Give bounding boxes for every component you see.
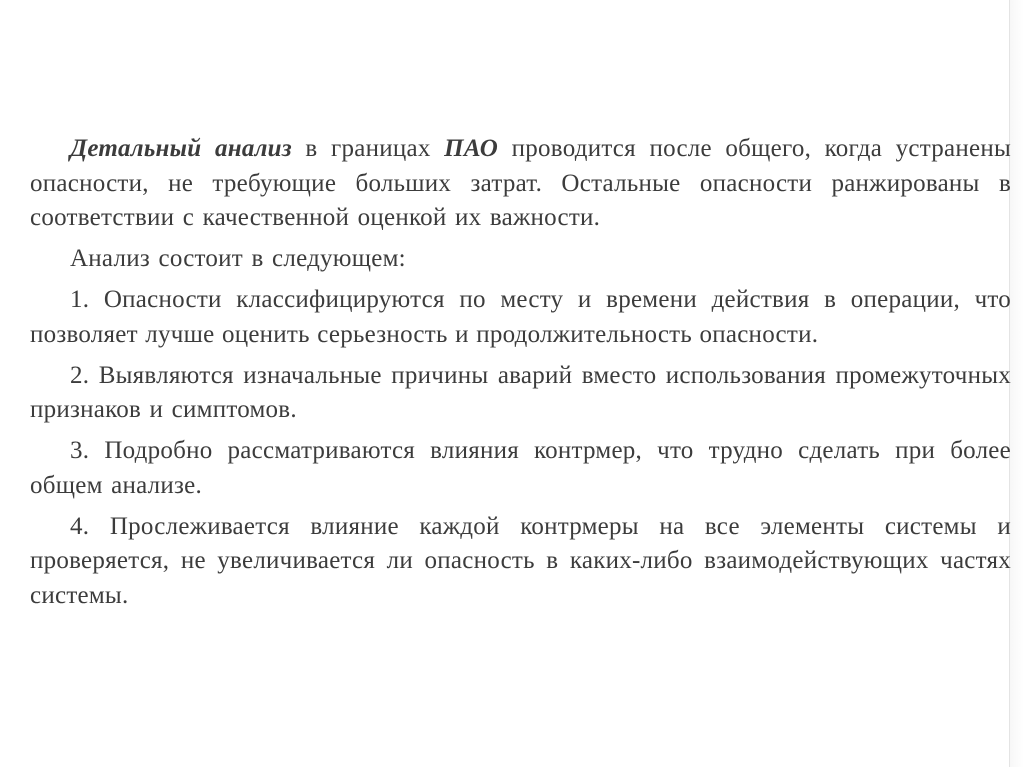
- list-item-2: 2. Выявляются изначальные причины аварий вместо использования промежуточных признаков и симптомов.: [30, 361, 1011, 423]
- document-text: [30, 132, 1011, 620]
- list-item-4: 4. Прослеживается влияние каждой контрмеры на все элементы системы и проверяется, не увеличивается ли опасность в каких-либо взаимодействующих частях системы.: [30, 512, 1011, 609]
- term-pao: ПАО: [444, 135, 499, 162]
- intro-text-2: проводится после общего, когда устранены опасности, не требующие больших затрат. Остальные опасности ранжированы в соответствии с качественной оценкой их важности.: [30, 135, 1011, 231]
- list-item-1: 1. Опасности классифицируются по месту и времени действия в операции, что позволяет лучше оценить серьезность и продолжительность опасности.: [30, 286, 1011, 348]
- page-edge-shadow: [1010, 0, 1024, 767]
- list-item-3: 3. Подробно рассматриваются влияния контрмер, что трудно сделать при более общем анализе.: [30, 437, 1011, 499]
- intro-text-1: в границах: [291, 135, 445, 162]
- paragraph-analysis-consists: Анализ состоит в следующем:: [70, 245, 406, 272]
- paragraph-intro: [30, 132, 1011, 236]
- term-detailed-analysis: Детальный анализ: [70, 135, 292, 162]
